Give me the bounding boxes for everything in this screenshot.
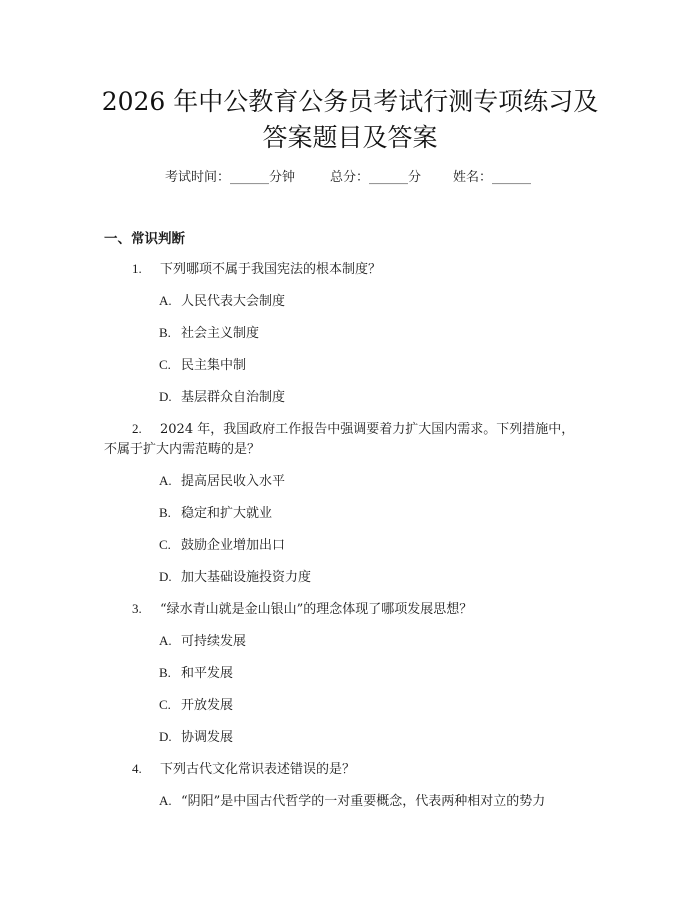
exam-time-label: 考试时间：______分钟 [165, 170, 296, 185]
option-letter: C. [159, 537, 171, 552]
option-letter: A. [159, 793, 172, 808]
question-number: 4. [132, 761, 142, 776]
option-text: 协调发展 [181, 730, 234, 745]
question-4 [132, 759, 355, 780]
option-letter: D. [159, 729, 172, 744]
option-letter: B. [159, 325, 171, 340]
question-2-option-c [159, 535, 285, 556]
option-letter: B. [159, 505, 171, 520]
option-text: 提高居民收入水平 [181, 474, 286, 489]
question-1-option-d [159, 387, 285, 408]
option-letter: A. [159, 293, 172, 308]
question-2-option-d [159, 567, 311, 588]
option-text: 加大基础设施投资力度 [181, 570, 312, 585]
total-score-label: 总分：______分 [330, 170, 422, 185]
option-letter: C. [159, 697, 171, 712]
option-letter: A. [159, 633, 172, 648]
document-title-line-2: 答案题目及答案 [262, 123, 438, 152]
option-letter: D. [159, 389, 172, 404]
question-1-option-c [159, 355, 246, 376]
option-text: 鼓励企业增加出口 [181, 538, 286, 553]
option-letter: A. [159, 473, 172, 488]
option-letter: B. [159, 665, 171, 680]
question-number: 1. [132, 261, 142, 276]
option-text: 可持续发展 [181, 634, 247, 649]
question-text: “绿水青山就是金山银山”的理念体现了哪项发展思想？ [160, 602, 473, 617]
option-text: 人民代表大会制度 [181, 294, 286, 309]
option-text: 基层群众自治制度 [181, 390, 286, 405]
option-text: 和平发展 [181, 666, 234, 681]
question-3 [132, 599, 472, 620]
question-2-continued: 不属于扩大内需范畴的是？ [104, 442, 261, 457]
question-text: 下列哪项不属于我国宪法的根本制度？ [160, 262, 382, 277]
option-text: 开放发展 [181, 698, 234, 713]
question-3-option-a [159, 631, 246, 652]
question-text: 下列古代文化常识表述错误的是？ [160, 762, 356, 777]
option-letter: C. [159, 357, 171, 372]
question-number: 3. [132, 601, 142, 616]
option-text: “阴阳”是中国古代哲学的一对重要概念，代表两种相对立的势力 [181, 794, 546, 809]
section-title: 一、常识判断 [104, 231, 185, 247]
student-name-label: 姓名：______ [453, 170, 532, 185]
question-2-option-a [159, 471, 285, 492]
option-text: 民主集中制 [181, 358, 247, 373]
option-letter: D. [159, 569, 172, 584]
question-1-option-b [159, 323, 259, 344]
question-2 [132, 419, 574, 440]
question-3-option-c [159, 695, 233, 716]
question-3-option-d [159, 727, 233, 748]
option-text: 稳定和扩大就业 [181, 506, 273, 521]
question-text: 2024 年，我国政府工作报告中强调要着力扩大国内需求。下列措施中， [160, 422, 575, 437]
document-title-line-1: 2026 年中公教育公务员考试行测专项练习及 [101, 87, 599, 116]
question-number: 2. [132, 421, 142, 436]
question-3-option-b [159, 663, 233, 684]
question-4-option-a [159, 791, 545, 812]
question-1 [132, 259, 381, 280]
question-1-option-a [159, 291, 285, 312]
option-text: 社会主义制度 [181, 326, 260, 341]
question-2-option-b [159, 503, 272, 524]
